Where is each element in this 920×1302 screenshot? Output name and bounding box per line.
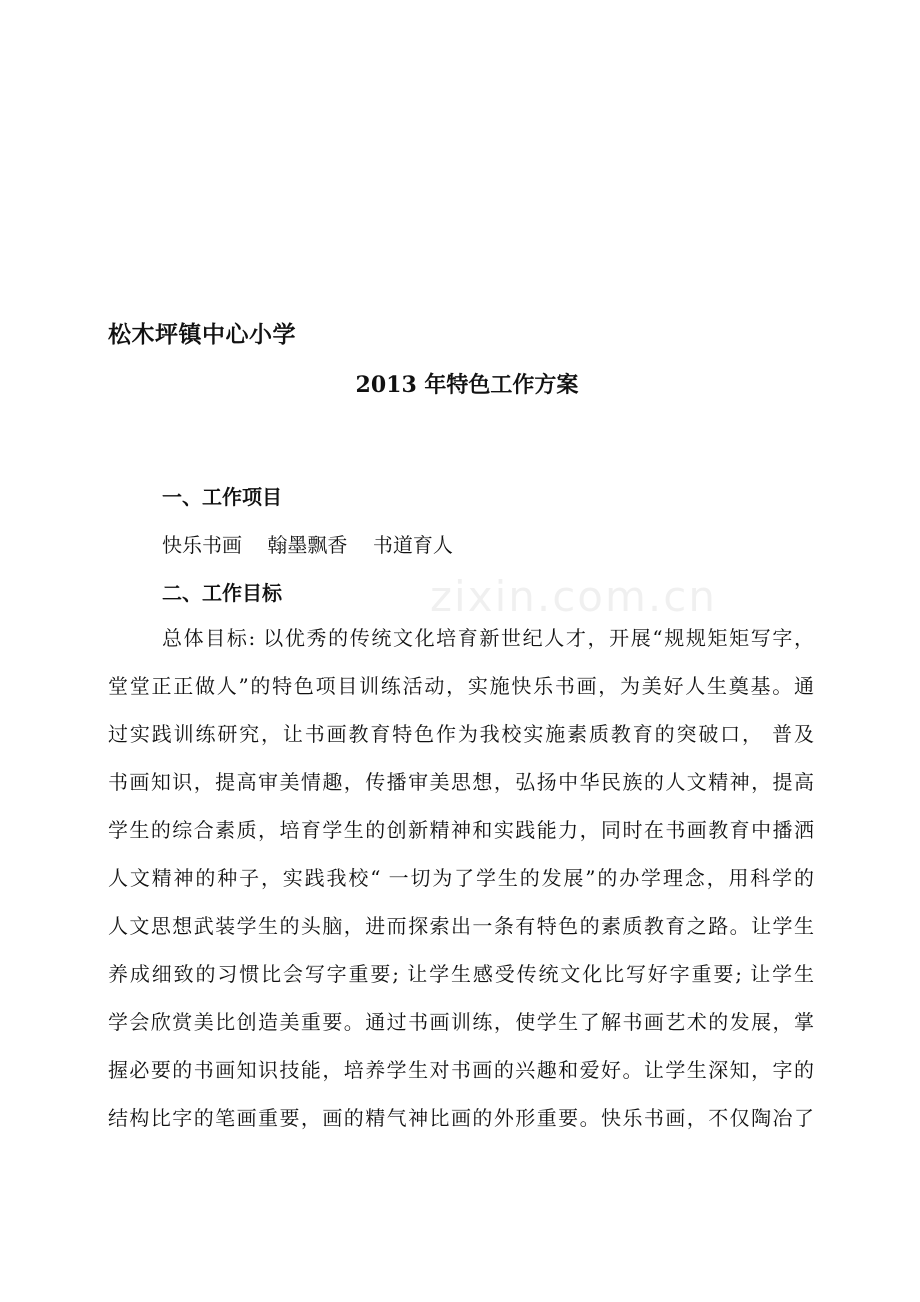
- section-heading-work-goals: 二、工作目标: [162, 581, 282, 605]
- goals-paragraph: [108, 614, 814, 1142]
- section-heading-work-project: 一、工作项目: [162, 485, 282, 509]
- paragraph-line: 握必要的书画知识技能，培养学生对书画的兴趣和爱好。让学生深知，字的: [108, 1058, 814, 1082]
- paragraph-line: 书画知识，提高审美情趣，传播审美思想，弘扬中华民族的人文精神，提高: [108, 770, 814, 794]
- paragraph-line: 堂堂正正做人”的特色项目训练活动，实施快乐书画，为美好人生奠基。通: [108, 674, 814, 698]
- paragraph-line: 总体目标: 以优秀的传统文化培育新世纪人才，开展“规规矩矩写字，: [162, 626, 814, 650]
- paragraph-line: 学会欣赏美比创造美重要。通过书画训练，使学生了解书画艺术的发展，掌: [108, 1010, 814, 1034]
- paragraph-line: 过实践训练研究，让书画教育特色作为我校实施素质教育的突破口， 普及: [108, 722, 814, 746]
- watermark: zixin.com.cn: [430, 572, 717, 621]
- paragraph-line: 人文思想武装学生的头脑，进而探索出一条有特色的素质教育之路。让学生: [108, 914, 814, 938]
- school-name: 松木坪镇中心小学: [108, 322, 296, 348]
- paragraph-line: 结构比字的笔画重要，画的精气神比画的外形重要。快乐书画，不仅陶冶了: [108, 1106, 814, 1130]
- paragraph-line: 养成细致的习惯比会写字重要; 让学生感受传统文化比写好字重要; 让学生: [108, 962, 814, 986]
- document-title: 2013 年特色工作方案: [355, 372, 579, 398]
- paragraph-line: 学生的综合素质，培育学生的创新精神和实践能力，同时在书画教育中播洒: [108, 818, 814, 842]
- paragraph-line: 人文精神的种子，实践我校“ 一切为了学生的发展”的办学理念，用科学的: [108, 866, 814, 890]
- project-names: 快乐书画 翰墨飘香 书道育人: [162, 533, 453, 557]
